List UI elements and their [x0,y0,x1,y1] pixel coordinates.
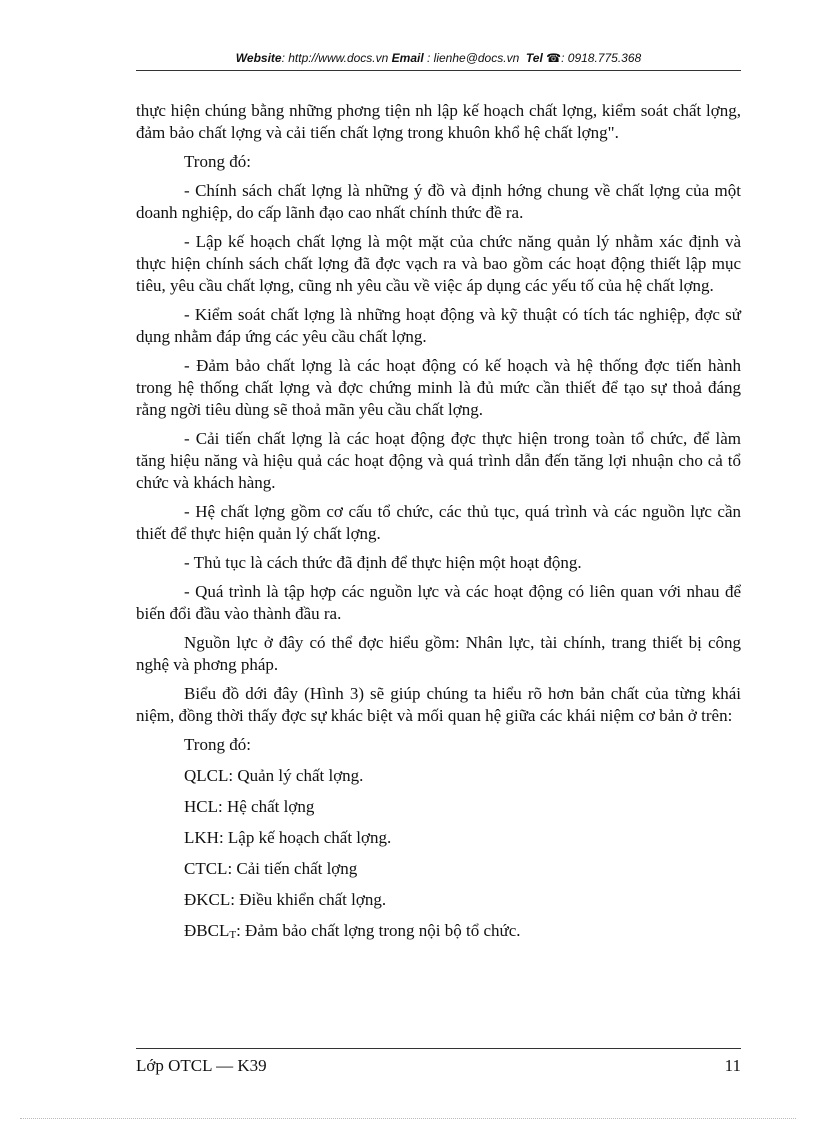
list-item: LKH: Lập kế hoạch chất lợng. [184,828,392,847]
definition-paragraph: - Cải tiến chất lợng là các hoạt động đợc thực hiện trong toàn tổ chức, để làm tăng hiệu năng và hiệu quả các hoạt động và quá trình dẫn đến tăng lợi nhuận cho cả tổ chức và khách hàng. [136,429,741,492]
page-bottom-border [20,1118,796,1119]
definition-paragraph: - Đảm bảo chất lợng là các hoạt động có kế hoạch và hệ thống đợc tiến hành trong hệ thống chất lợng và đợc chứng minh là đủ mức cần thiết để tạo sự thoả đáng rằng ngời tiêu dùng sẽ thoả mãn yêu cầu chất lợng. [136,356,741,419]
list-item: CTCL: Cải tiến chất lợng [184,859,358,878]
page-number: 11 [724,1056,741,1075]
page-footer [136,1056,741,1076]
list-item [184,920,741,946]
footer-divider [136,1048,741,1049]
list-item: ĐKCL: Điều khiển chất lợng. [184,890,387,909]
abbr-definition: : Đảm bảo chất lợng trong nội bộ tổ chức. [236,921,521,940]
abbreviation-list [136,734,741,946]
abbr: ĐBCL [184,921,230,940]
abbr-subscript: T [229,929,237,941]
email-label: Email [391,51,424,65]
website-label: Website [235,51,282,65]
website-url[interactable]: : http://www.docs.vn [281,51,389,65]
document-body [136,100,741,955]
definition-paragraph: - Thủ tục là cách thức đã định để thực hiện một hoạt động. [184,553,582,572]
definition-paragraph: - Quá trình là tập hợp các nguồn lực và các hoạt động có liên quan với nhau để biến đổi đầu vào thành đầu ra. [136,582,741,623]
definition-paragraph: - Hệ chất lợng gồm cơ cấu tổ chức, các thủ tục, quá trình và các nguồn lực cần thiết để thực hiện quản lý chất lợng. [136,502,741,543]
list-item: HCL: Hệ chất lợng [184,797,315,816]
definition-paragraph: - Lập kế hoạch chất lợng là một mặt của chức năng quản lý nhằm xác định và thực hiện chính sách chất lợng đã đợc vạch ra và bao gồm các hoạt động thiết lập mục tiêu, yêu cầu chất lợng, cũng nh yêu cầu về việc áp dụng các yếu tố của hệ chất lợng. [136,232,741,295]
list-item: QLCL: Quản lý chất lợng. [184,766,364,785]
paragraph: Nguồn lực ở đây có thể đợc hiểu gồm: Nhân lực, tài chính, trang thiết bị công nghệ và phơng pháp. [136,633,741,674]
email-address[interactable]: : lienhe@docs.vn [423,51,520,65]
list-heading: Trong đó: [184,735,251,754]
definition-paragraph: - Kiểm soát chất lợng là những hoạt động và kỹ thuật có tích tác nghiệp, đợc sử dụng nhằm đáp ứng các yêu cầu chất lợng. [136,305,741,346]
paragraph: Trong đó: [184,152,251,171]
header-divider [136,70,741,71]
definition-paragraph: - Chính sách chất lợng là những ý đồ và định hớng chung về chất lợng của một doanh nghiệp, do cấp lãnh đạo cao nhất chính thức đề ra. [136,181,741,222]
tel-number: ☎: 0918.775.368 [542,51,642,65]
paragraph: Biểu đồ dới đây (Hình 3) sẽ giúp chúng ta hiểu rõ hơn bản chất của từng khái niệm, đồng thời thấy đợc sự khác biệt và mối quan hệ giữa các khái niệm cơ bản ở trên: [136,684,741,725]
paragraph: thực hiện chúng bằng những phơng tiện nh lập kế hoạch chất lợng, kiểm soát chất lợng, đảm bảo chất lợng và cải tiến chất lợng trong khuôn khổ hệ chất lợng". [136,101,741,142]
page-header [136,51,741,65]
footer-class-label: Lớp OTCL — K39 [136,1056,267,1075]
tel-label: Tel [525,51,543,65]
